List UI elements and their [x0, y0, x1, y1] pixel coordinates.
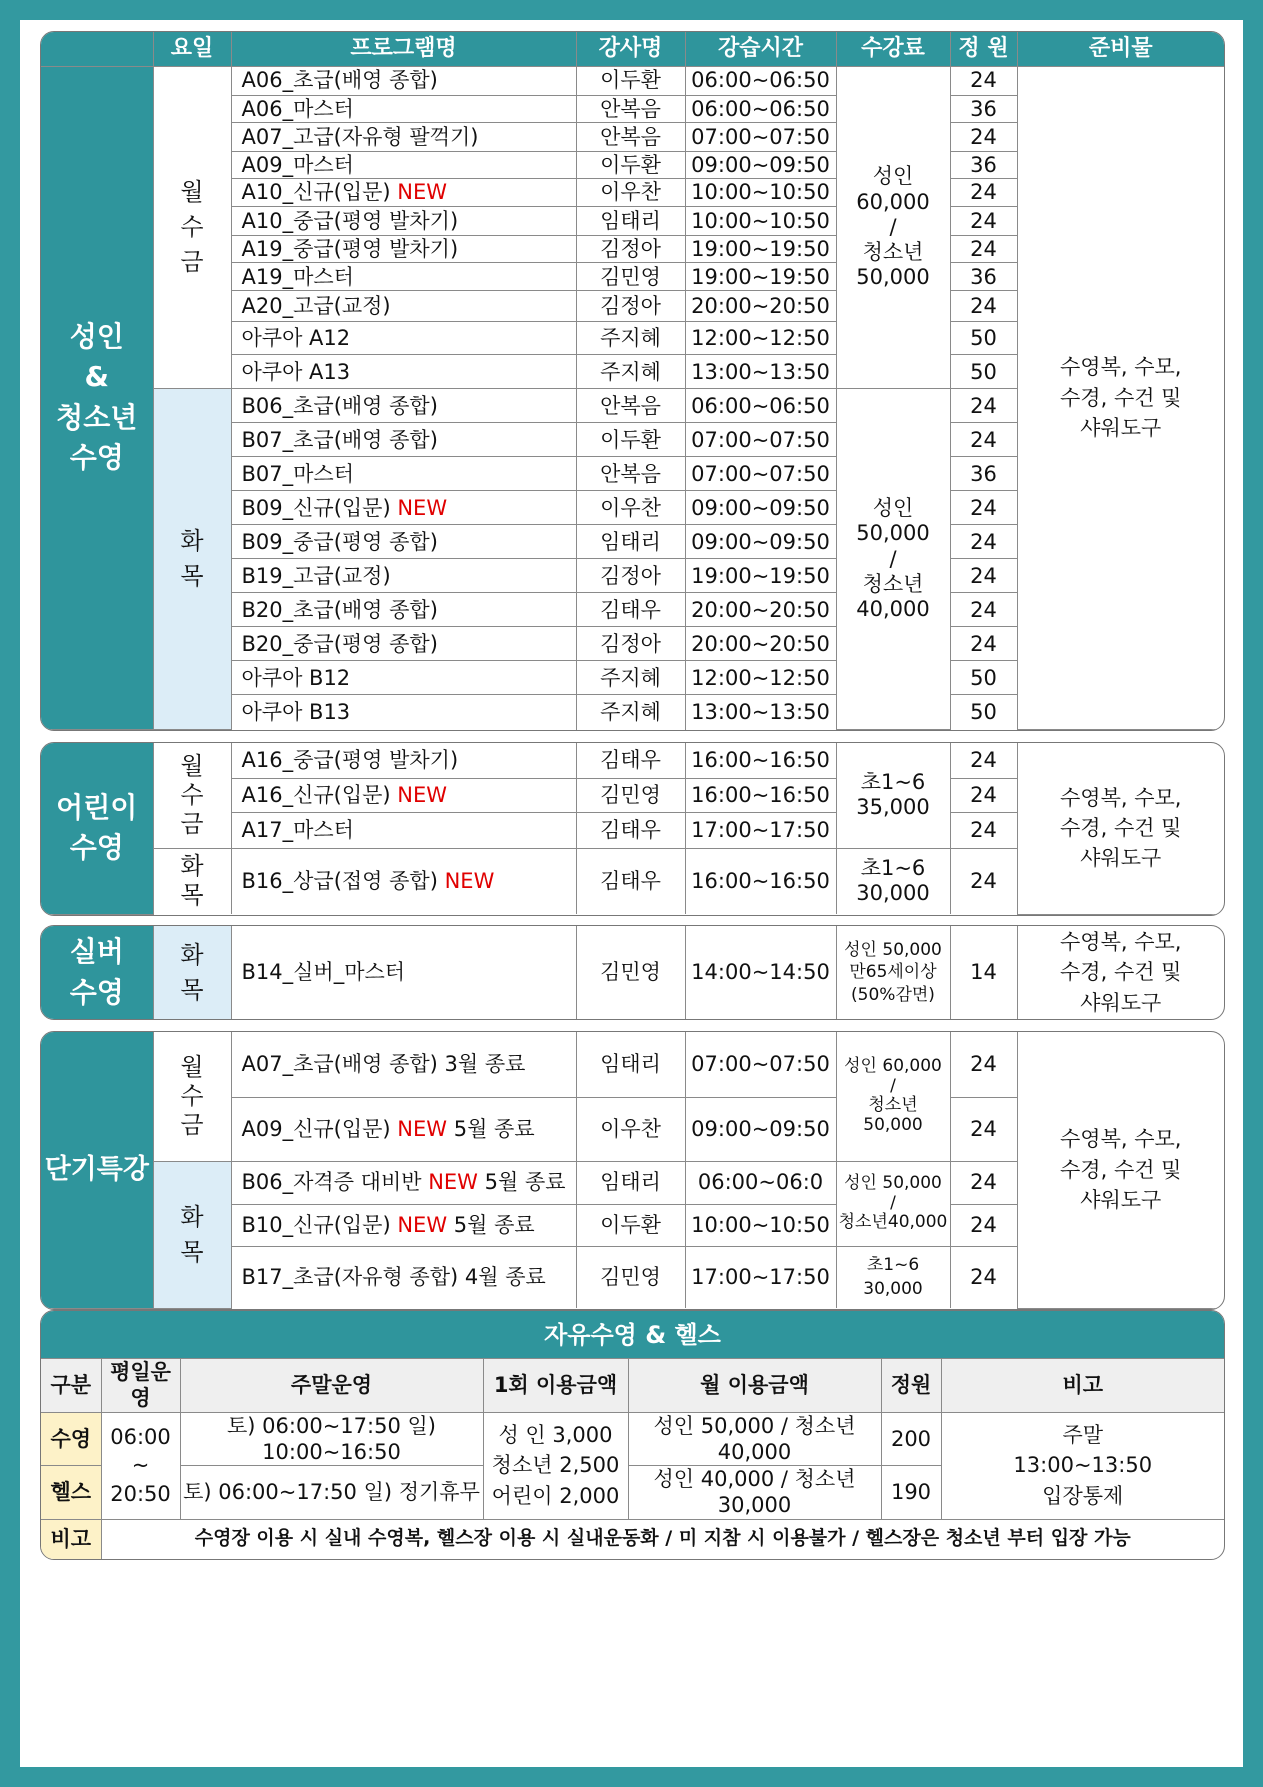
text-line: 금 — [180, 1110, 204, 1139]
program-label: B07_마스터 — [241, 461, 354, 486]
program-name — [231, 457, 576, 491]
instructor: 안복음 — [576, 389, 685, 423]
program-name — [231, 848, 576, 914]
capacity: 24 — [950, 559, 1017, 593]
class-time: 16:00~16:50 — [685, 743, 836, 778]
header-blank — [41, 32, 153, 66]
program-label: B20_중급(평영 종합) — [241, 631, 438, 656]
capacity: 24 — [950, 1204, 1017, 1246]
text-line: 화 — [180, 527, 204, 556]
text-line: 수영 — [69, 831, 124, 865]
instructor: 안복음 — [576, 122, 685, 151]
program-label: A16_신규(입문) — [241, 782, 398, 807]
capacity: 190 — [881, 1466, 941, 1520]
schedule-page — [20, 20, 1243, 1767]
capacity: 24 — [950, 491, 1017, 525]
program-name — [231, 95, 576, 122]
instructor: 김민영 — [576, 1246, 685, 1308]
text-line: & — [84, 360, 109, 394]
program-name — [231, 355, 576, 389]
header-instructor: 강사명 — [576, 32, 685, 66]
text-line: / — [890, 1192, 896, 1213]
text-line: 수경, 수건 및 — [1060, 1157, 1182, 1182]
instructor: 안복음 — [576, 457, 685, 491]
program-label: 아쿠아 B12 — [241, 665, 351, 690]
class-time: 19:00~19:50 — [685, 236, 836, 263]
capacity: 50 — [950, 322, 1017, 355]
instructor: 김정아 — [576, 236, 685, 263]
program-label: 아쿠아 A13 — [241, 359, 351, 384]
text-line: 성인 60,000 — [844, 1056, 942, 1077]
program-name — [231, 66, 576, 95]
text-line: 월 — [180, 1053, 204, 1082]
class-time: 06:00~06:0 — [685, 1161, 836, 1204]
fee-cell — [836, 389, 950, 730]
program-label: B17_초급(자유형 종합) 4월 종료 — [241, 1265, 546, 1290]
program-label: A06_초급(배영 종합) — [241, 68, 438, 93]
fee-cell — [836, 66, 950, 389]
header-prep: 준비물 — [1017, 32, 1224, 66]
prep-items — [1017, 1032, 1224, 1308]
instructor: 김정아 — [576, 559, 685, 593]
capacity: 24 — [950, 848, 1017, 914]
program-name — [231, 491, 576, 525]
monthly-fee: 성인 50,000 / 청소년 40,000 — [628, 1412, 881, 1466]
program-label: A07_초급(배영 종합) 3월 종료 — [241, 1052, 526, 1077]
header-weekend: 주말운영 — [180, 1359, 483, 1413]
program-name — [231, 322, 576, 355]
text-line: 35,000 — [856, 795, 930, 820]
class-time: 06:00~06:50 — [685, 389, 836, 423]
capacity: 24 — [950, 236, 1017, 263]
program-label: A19_중급(평영 발차기) — [241, 237, 459, 261]
program-name — [231, 236, 576, 263]
new-badge: NEW — [397, 495, 448, 520]
program-label: A20_고급(교정) — [241, 294, 391, 319]
new-badge: NEW — [397, 1116, 448, 1141]
program-name — [231, 1204, 576, 1246]
text-line: 60,000 — [856, 189, 930, 214]
instructor: 김민영 — [576, 263, 685, 291]
capacity: 24 — [950, 122, 1017, 151]
fee-cell — [836, 1246, 950, 1308]
silver-section — [40, 925, 1225, 1020]
text-line: 30,000 — [863, 1279, 923, 1300]
text-line: 청소년 50,000 — [863, 1095, 923, 1135]
class-time: 13:00~13:50 — [685, 355, 836, 389]
header-note: 비고 — [941, 1359, 1224, 1413]
program-name — [231, 179, 576, 207]
text-line: 성인 — [69, 319, 124, 353]
kids-section — [40, 742, 1225, 916]
weekend-hours: 토) 06:00~17:50 일) 정기휴무 — [180, 1466, 483, 1520]
instructor: 주지혜 — [576, 661, 685, 695]
program-name — [231, 1097, 576, 1161]
capacity: 24 — [950, 423, 1017, 457]
header-time: 강습시간 — [685, 32, 836, 66]
instructor: 이우찬 — [576, 1097, 685, 1161]
program-label: B06_초급(배영 종합) — [241, 393, 438, 418]
program-name — [231, 263, 576, 291]
program-name — [231, 812, 576, 848]
table-row — [41, 743, 1224, 778]
instructor: 김정아 — [576, 627, 685, 661]
class-time: 09:00~09:50 — [685, 525, 836, 559]
text-line: 청소년 — [862, 239, 924, 264]
text-line: 수영복, 수모, — [1060, 1127, 1182, 1152]
instructor: 이두환 — [576, 66, 685, 95]
text-line: 화 — [180, 1202, 204, 1231]
instructor: 주지혜 — [576, 355, 685, 389]
adult-table — [41, 32, 1224, 730]
program-name — [231, 559, 576, 593]
class-time: 07:00~07:50 — [685, 122, 836, 151]
program-name — [231, 151, 576, 178]
program-name — [231, 778, 576, 812]
header-type: 구분 — [41, 1359, 101, 1413]
class-time: 13:00~13:50 — [685, 695, 836, 730]
new-badge: NEW — [397, 180, 448, 205]
text-line: 수영 — [69, 441, 124, 475]
single-fee: 성 인 3,000 청소년 2,500 어린이 2,000 — [483, 1412, 628, 1519]
instructor: 주지혜 — [576, 322, 685, 355]
end-note: 5월 종료 — [447, 1116, 535, 1141]
class-time: 14:00~14:50 — [685, 926, 836, 1019]
day-cell — [153, 66, 231, 389]
text-line: 40,000 — [856, 597, 930, 622]
program-label: A19_마스터 — [241, 264, 354, 289]
day-cell — [153, 1032, 231, 1161]
program-label: 아쿠아 B13 — [241, 700, 351, 725]
table-row — [41, 1032, 1224, 1097]
capacity: 24 — [950, 66, 1017, 95]
instructor: 임태리 — [576, 1161, 685, 1204]
instructor: 김태우 — [576, 848, 685, 914]
program-label: A07_고급(자유형 팔꺽기) — [241, 124, 479, 149]
capacity: 36 — [950, 263, 1017, 291]
monthly-fee: 성인 40,000 / 청소년 30,000 — [628, 1466, 881, 1520]
table-row — [41, 926, 1224, 1019]
text-line: 수 — [180, 1081, 204, 1110]
text-line: / — [890, 1075, 896, 1096]
text-line: 청소년 — [56, 400, 138, 434]
weekday-hours: 06:00 ~ 20:50 — [101, 1412, 180, 1519]
section-label: 단기특강 — [41, 1032, 153, 1308]
program-name — [231, 389, 576, 423]
header-weekday: 평일운영 — [101, 1359, 180, 1413]
program-name — [231, 695, 576, 730]
class-time: 20:00~20:50 — [685, 593, 836, 627]
fee-cell — [836, 743, 950, 848]
text-line: 50,000 — [856, 265, 930, 290]
new-badge: NEW — [397, 782, 448, 807]
text-line: 월 — [180, 178, 204, 207]
capacity: 50 — [950, 355, 1017, 389]
text-line: 금 — [180, 809, 204, 838]
capacity: 24 — [950, 778, 1017, 812]
program-label: A16_중급(평영 발차기) — [241, 748, 459, 773]
program-label: B06_자격증 대비반 — [241, 1170, 429, 1195]
text-line: / — [889, 546, 897, 571]
text-line: 월 — [180, 752, 204, 781]
text-line: 성인 — [872, 496, 914, 521]
capacity: 24 — [950, 1097, 1017, 1161]
capacity: 36 — [950, 151, 1017, 178]
program-label: B09_신규(입문) — [241, 495, 398, 520]
capacity: 24 — [950, 525, 1017, 559]
instructor: 임태리 — [576, 1032, 685, 1097]
new-badge: NEW — [397, 1212, 448, 1237]
program-label: B07_초급(배영 종합) — [241, 427, 438, 452]
instructor: 김정아 — [576, 291, 685, 322]
note-cell: 주말 13:00~13:50 입장통제 — [941, 1412, 1224, 1519]
program-label: B10_신규(입문) — [241, 1212, 398, 1237]
prep-items — [1017, 743, 1224, 914]
instructor: 주지혜 — [576, 695, 685, 730]
class-time: 07:00~07:50 — [685, 423, 836, 457]
text-line: 어린이 — [56, 790, 138, 824]
program-label: B20_초급(배영 종합) — [241, 597, 438, 622]
footer-label: 비고 — [41, 1519, 101, 1559]
instructor: 임태리 — [576, 525, 685, 559]
text-line: 화 — [180, 852, 204, 881]
day-cell — [153, 848, 231, 914]
capacity: 50 — [950, 661, 1017, 695]
class-time: 06:00~06:50 — [685, 66, 836, 95]
capacity: 24 — [950, 1032, 1017, 1097]
header-capacity: 정원 — [881, 1359, 941, 1413]
program-name: B14_실버_마스터 — [231, 926, 576, 1019]
text-line: 금 — [180, 247, 204, 276]
class-time: 10:00~10:50 — [685, 1204, 836, 1246]
program-name — [231, 207, 576, 236]
text-line: 30,000 — [856, 881, 930, 906]
text-line: 청소년40,000 — [838, 1212, 948, 1233]
program-name — [231, 423, 576, 457]
fee-cell — [836, 1161, 950, 1246]
program-name — [231, 1246, 576, 1308]
capacity: 36 — [950, 457, 1017, 491]
text-line: / — [889, 214, 897, 239]
free-swim-table — [41, 1311, 1224, 1559]
free-swim-title: 자유수영 & 헬스 — [41, 1311, 1224, 1359]
program-label: A17_마스터 — [241, 817, 354, 842]
program-label: B09_중급(평영 종합) — [241, 529, 438, 554]
capacity: 24 — [950, 1161, 1017, 1204]
table-row — [41, 66, 1224, 95]
free-swim-section — [40, 1310, 1225, 1560]
class-time: 09:00~09:50 — [685, 491, 836, 525]
instructor: 안복음 — [576, 95, 685, 122]
instructor: 이우찬 — [576, 491, 685, 525]
footer-row — [41, 1519, 1224, 1559]
day-cell: 화 목 — [153, 926, 231, 1019]
section-label: 실버 수영 — [41, 926, 153, 1019]
instructor: 김태우 — [576, 743, 685, 778]
header-row — [41, 1359, 1224, 1413]
capacity: 24 — [950, 593, 1017, 627]
table-row — [41, 1412, 1224, 1466]
text-line: 목 — [180, 562, 204, 591]
adult-section — [40, 31, 1225, 731]
text-line: 성인 — [872, 164, 914, 189]
program-name — [231, 627, 576, 661]
prep-items — [1017, 66, 1224, 730]
header-fee: 수강료 — [836, 32, 950, 66]
text-line: 초1~6 — [860, 856, 926, 881]
footer-text: 수영장 이용 시 실내 수영복, 헬스장 이용 시 실내운동화 / 미 지참 시 이용불가 / 헬스장은 청소년 부터 입장 가능 — [101, 1519, 1224, 1559]
day-cell — [153, 389, 231, 730]
class-time: 16:00~16:50 — [685, 848, 836, 914]
end-note: 5월 종료 — [447, 1212, 535, 1237]
text-line: 수영복, 수모, — [1060, 785, 1182, 810]
header-monthly-fee: 월 이용금액 — [628, 1359, 881, 1413]
new-badge: NEW — [444, 869, 495, 894]
class-time: 07:00~07:50 — [685, 457, 836, 491]
text-line: 샤워도구 — [1080, 846, 1162, 871]
capacity: 24 — [950, 389, 1017, 423]
instructor: 김민영 — [576, 778, 685, 812]
class-time: 20:00~20:50 — [685, 291, 836, 322]
program-name — [231, 1161, 576, 1204]
program-label: A06_마스터 — [241, 96, 354, 121]
silver-table — [41, 926, 1224, 1019]
capacity: 200 — [881, 1412, 941, 1466]
header-day: 요일 — [153, 32, 231, 66]
text-line: 목 — [180, 881, 204, 910]
kids-table — [41, 743, 1224, 915]
capacity: 24 — [950, 812, 1017, 848]
class-time: 19:00~19:50 — [685, 263, 836, 291]
day-cell — [153, 1161, 231, 1308]
short-course-section — [40, 1031, 1225, 1310]
header-capacity: 정 원 — [950, 32, 1017, 66]
text-line: 초1~6 — [866, 1254, 920, 1275]
short-course-table — [41, 1032, 1224, 1309]
program-label: A10_중급(평영 발차기) — [241, 208, 459, 233]
text-line: 수영복, 수모, — [1060, 355, 1182, 380]
class-time: 07:00~07:50 — [685, 1032, 836, 1097]
instructor: 이우찬 — [576, 179, 685, 207]
text-line: 성인 50,000 — [844, 1173, 942, 1194]
capacity: 36 — [950, 95, 1017, 122]
capacity: 24 — [950, 291, 1017, 322]
instructor: 임태리 — [576, 207, 685, 236]
program-label: 아쿠아 A12 — [241, 326, 351, 351]
text-line: 수 — [180, 780, 204, 809]
class-time: 20:00~20:50 — [685, 627, 836, 661]
instructor: 김민영 — [576, 926, 685, 1019]
type-fitness: 헬스 — [41, 1466, 101, 1520]
section-label — [41, 743, 153, 914]
instructor: 이두환 — [576, 423, 685, 457]
program-label: B16_상급(접영 종합) — [241, 869, 445, 894]
fee-cell — [836, 1032, 950, 1161]
class-time: 17:00~17:50 — [685, 1246, 836, 1308]
class-time: 10:00~10:50 — [685, 179, 836, 207]
program-name — [231, 122, 576, 151]
weekend-hours: 토) 06:00~17:50 일) 10:00~16:50 — [180, 1412, 483, 1466]
header-program: 프로그램명 — [231, 32, 576, 66]
prep-items: 수영복, 수모, 수경, 수건 및 샤워도구 — [1017, 926, 1224, 1019]
text-line: 샤워도구 — [1080, 416, 1162, 441]
capacity: 24 — [950, 179, 1017, 207]
program-name — [231, 743, 576, 778]
capacity: 50 — [950, 695, 1017, 730]
class-time: 17:00~17:50 — [685, 812, 836, 848]
end-note: 5월 종료 — [477, 1170, 566, 1195]
header-single-fee: 1회 이용금액 — [483, 1359, 628, 1413]
section-label — [41, 66, 153, 730]
capacity: 24 — [950, 627, 1017, 661]
instructor: 이두환 — [576, 151, 685, 178]
instructor: 김태우 — [576, 593, 685, 627]
class-time: 12:00~12:50 — [685, 661, 836, 695]
capacity: 24 — [950, 743, 1017, 778]
text-line: 샤워도구 — [1080, 1187, 1162, 1212]
text-line: 수 — [180, 212, 204, 241]
class-time: 10:00~10:50 — [685, 207, 836, 236]
text-line: 목 — [180, 1237, 204, 1266]
text-line: 초1~6 — [860, 770, 926, 795]
program-name — [231, 593, 576, 627]
program-name — [231, 1032, 576, 1097]
program-name — [231, 661, 576, 695]
day-cell — [153, 743, 231, 848]
text-line: 청소년 — [862, 571, 924, 596]
program-name — [231, 525, 576, 559]
program-name — [231, 291, 576, 322]
program-label: A10_신규(입문) — [241, 180, 398, 205]
header-row — [41, 32, 1224, 66]
capacity: 14 — [950, 926, 1017, 1019]
text-line: 수경, 수건 및 — [1060, 385, 1182, 410]
capacity: 24 — [950, 1246, 1017, 1308]
new-badge: NEW — [428, 1170, 478, 1195]
instructor: 김태우 — [576, 812, 685, 848]
instructor: 이두환 — [576, 1204, 685, 1246]
class-time: 09:00~09:50 — [685, 151, 836, 178]
class-time: 16:00~16:50 — [685, 778, 836, 812]
class-time: 12:00~12:50 — [685, 322, 836, 355]
class-time: 09:00~09:50 — [685, 1097, 836, 1161]
capacity: 24 — [950, 207, 1017, 236]
program-label: B19_고급(교정) — [241, 563, 391, 588]
class-time: 06:00~06:50 — [685, 95, 836, 122]
program-label: A09_신규(입문) — [241, 1116, 398, 1141]
class-time: 19:00~19:50 — [685, 559, 836, 593]
text-line: 수경, 수건 및 — [1060, 816, 1182, 841]
program-label: A09_마스터 — [241, 152, 354, 177]
text-line: 50,000 — [856, 521, 930, 546]
fee-cell — [836, 848, 950, 914]
fee-cell: 성인 50,000 만65세이상 (50%감면) — [836, 926, 950, 1019]
type-swim: 수영 — [41, 1412, 101, 1466]
